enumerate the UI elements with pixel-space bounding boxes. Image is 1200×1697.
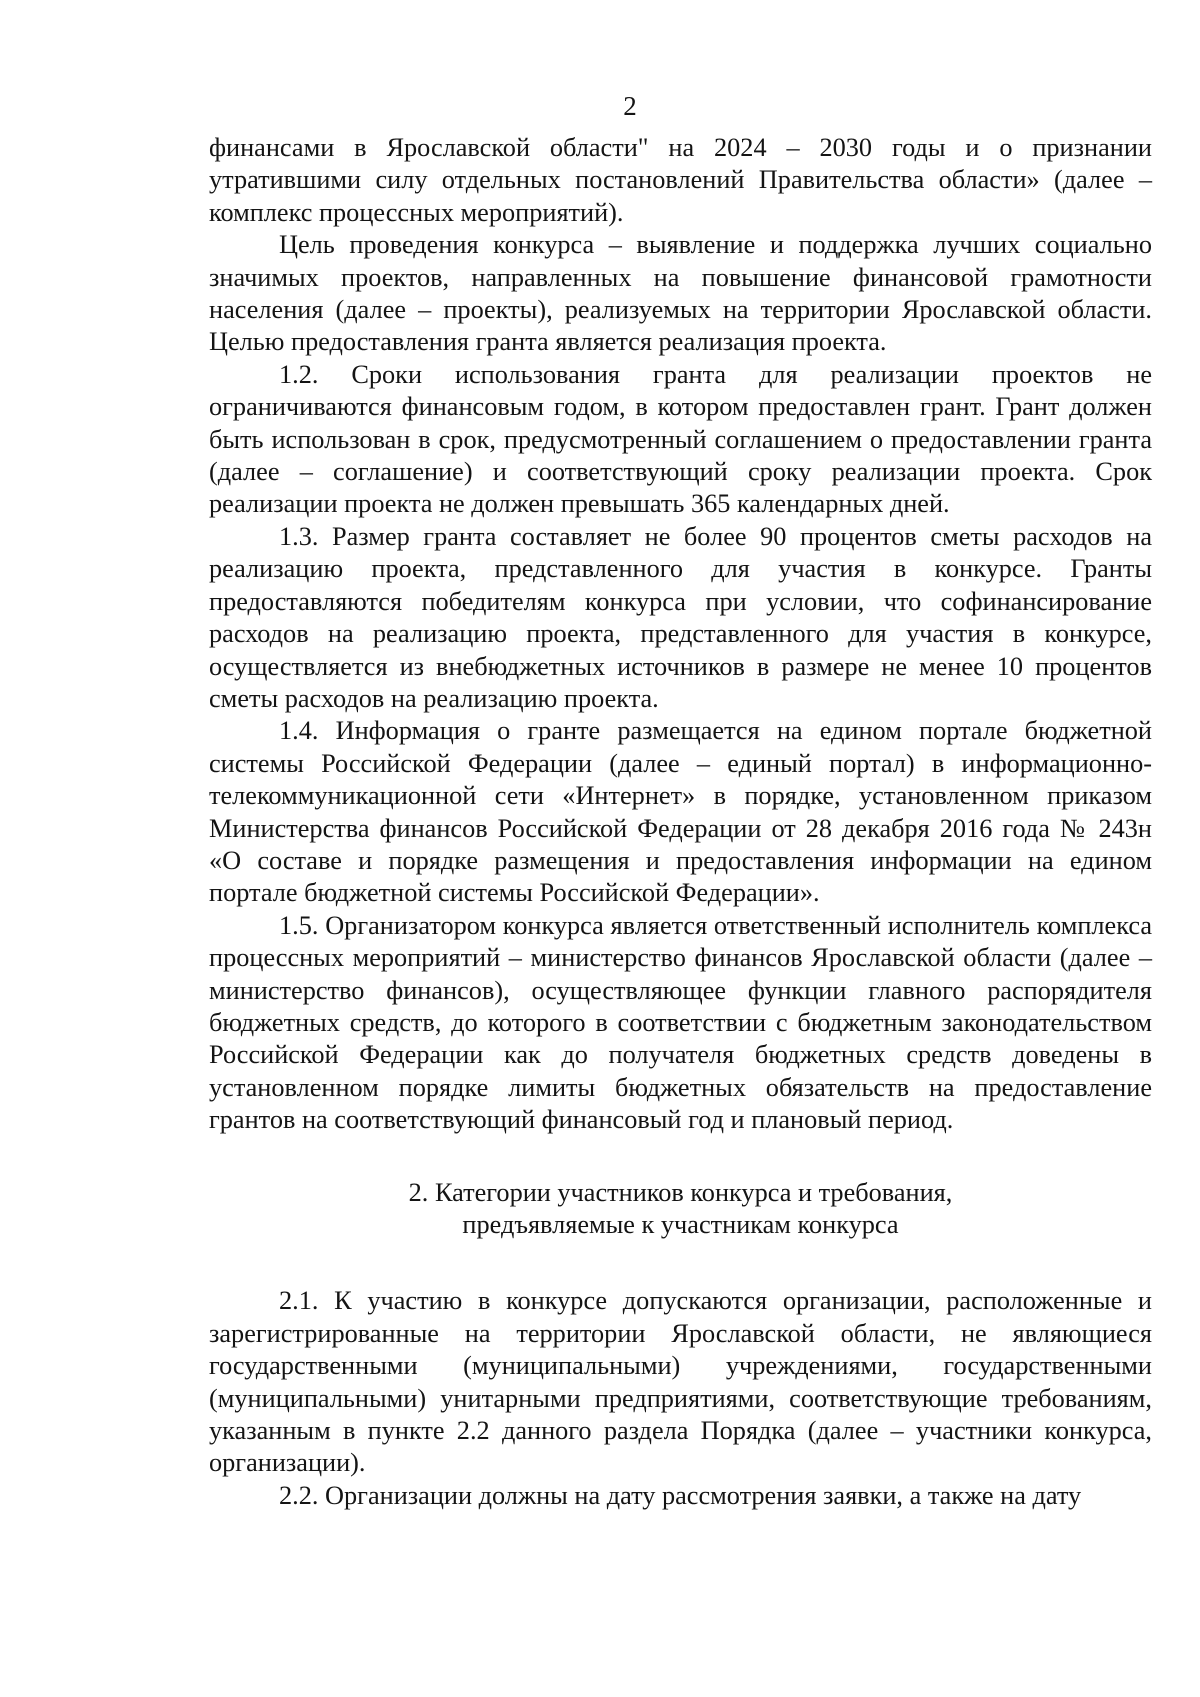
paragraph-contest-goal: Цель проведения конкурса – выявление и поддержка лучших социально значимых проектов, направленных на повышение финансовой грамотности населения (далее – проекты), реализуемых на территории Ярославской области. Целью предоставления гранта является реализация проекта. (209, 230, 1152, 357)
paragraph-1-3: 1.3. Размер гранта составляет не более 90 процентов сметы расходов на реализацию проекта, представленного для участия в конкурсе. Гранты предоставляются победителям конкурса при условии, что софинансирование расходов на реализацию проекта, представленного для участия в конкурсе, осуществляется из внебюджетных источников в размере не менее 10 процентов сметы расходов на реализацию проекта. (209, 521, 1152, 713)
paragraph-continuation: финансами в Ярославской области" на 2024 – 2030 годы и о признании утратившими силу отдельных постановлений Правительства области» (далее – комплекс процессных мероприятий). (209, 133, 1152, 227)
document-body (209, 132, 1152, 1512)
paragraph-2-1: 2.1. К участию в конкурсе допускаются организации, расположенные и зарегистрированные на территории Ярославской области, не являющиеся государственными (муниципальными) учреждениями, государственными (муниципальными) унитарными предприятиями, соответствующие требованиям, указанным в пункте 2.2 данного раздела Порядка (далее – участники конкурса, организации). (209, 1286, 1152, 1478)
paragraph-2-2: 2.2. Организации должны на дату рассмотрения заявки, а также на дату (279, 1480, 1082, 1510)
paragraph-1-2: 1.2. Сроки использования гранта для реализации проектов не ограничиваются финансовым годом, в котором предоставлен грант. Грант должен быть использован в срок, предусмотренный соглашением о предоставлении гранта (далее – соглашение) и соответствующий сроку реализации проекта. Срок реализации проекта не должен превышать 365 календарных дней. (209, 359, 1152, 519)
section-heading (209, 1177, 1152, 1242)
section-heading-line-2: предъявляемые к участникам конкурса (462, 1210, 899, 1239)
paragraph-1-5: 1.5. Организатором конкурса является ответственный исполнитель комплекса процессных мероприятий – министерство финансов Ярославской области (далее – министерство финансов), осуществляющее функции главного распорядителя бюджетных средств, до которого в соответствии с бюджетным законодательством Российской Федерации как до получателя бюджетных средств доведены в установленном порядке лимиты бюджетных обязательств на предоставление грантов на соответствующий финансовый год и плановый период. (209, 910, 1152, 1135)
page-number: 2 (623, 91, 637, 121)
section-heading-line-1: 2. Категории участников конкурса и требования, (408, 1177, 953, 1207)
paragraph-1-4: 1.4. Информация о гранте размещается на едином портале бюджетной системы Российской Федерации (далее – единый портал) в информационно-телекоммуникационной сети «Интернет» в порядке, установленном приказом Министерства финансов Российской Федерации от 28 декабря 2016 года № 243н «О составе и порядке размещения и предоставления информации на едином портале бюджетной системы Российской Федерации». (209, 716, 1152, 908)
